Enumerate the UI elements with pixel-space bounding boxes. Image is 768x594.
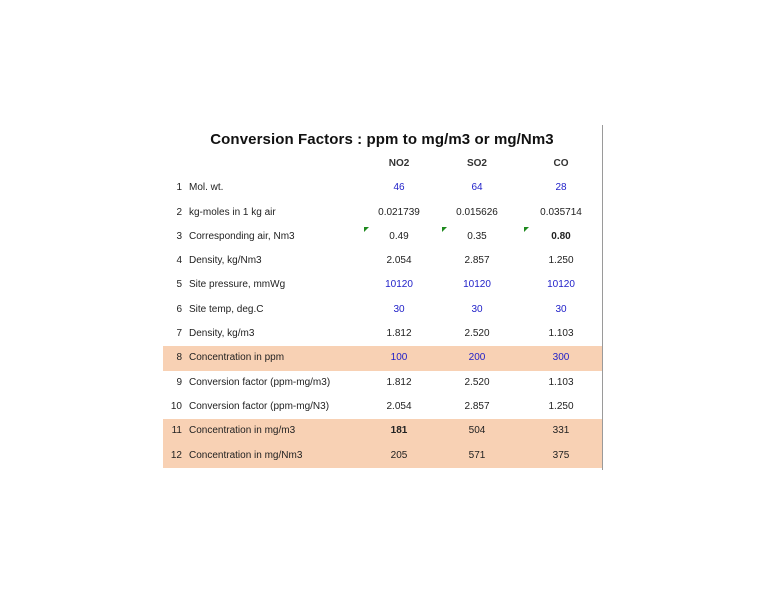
row-number: 8 [176,352,182,364]
row-label[interactable]: Site pressure, mmWg [189,279,286,291]
cell-so2[interactable]: 2.857 [464,400,490,412]
cell-so2[interactable]: 200 [468,352,486,364]
cell-no2[interactable]: 10120 [385,279,413,291]
cell-no2[interactable]: 0.49 [389,230,409,242]
row-label[interactable]: Density, kg/Nm3 [189,255,262,267]
data-table [163,152,602,468]
row-label[interactable]: Conversion factor (ppm-mg/N3) [189,400,330,412]
cell-so2[interactable]: 504 [468,425,486,437]
cell-no2[interactable]: 1.812 [386,328,412,340]
cell-co[interactable]: 0.035714 [540,206,582,218]
table-row-mol-wt [163,176,602,200]
table-row-concentration-mg-m3 [163,419,602,443]
table-row-concentration-ppm [163,346,602,370]
cell-no2[interactable]: 181 [390,425,408,437]
row-label[interactable]: Concentration in mg/Nm3 [189,449,303,461]
table-row-site-pressure [163,273,602,297]
cell-so2[interactable]: 571 [468,449,486,461]
row-number: 2 [176,206,182,218]
row-label[interactable]: Density, kg/m3 [189,328,255,340]
row-label[interactable]: Conversion factor (ppm-mg/m3) [189,376,331,388]
row-label[interactable]: Concentration in mg/m3 [189,425,296,437]
row-number: 10 [170,400,182,412]
row-number: 1 [176,182,182,194]
table-row-corresponding-air [163,225,602,249]
cell-so2[interactable]: 0.015626 [456,206,498,218]
cell-co[interactable]: 1.103 [548,328,574,340]
cell-co[interactable]: 30 [555,303,567,315]
row-number: 11 [171,425,182,437]
cell-no2[interactable]: 2.054 [386,255,412,267]
row-number: 9 [176,376,182,388]
row-number: 5 [176,279,182,291]
cell-no2[interactable]: 0.021739 [378,206,420,218]
table-row-kg-moles [163,201,602,225]
row-label[interactable]: kg-moles in 1 kg air [189,206,276,218]
column-header-co[interactable]: CO [553,158,569,169]
cell-so2[interactable]: 0.35 [467,230,487,242]
column-header-no2[interactable]: NO2 [388,158,410,169]
column-header-so2[interactable]: SO2 [466,158,487,169]
column-header-row [163,152,602,176]
cell-so2[interactable]: 30 [471,303,483,315]
table-row-density-m3 [163,322,602,346]
cell-co[interactable]: 0.80 [551,230,571,242]
table-row-density-nm3 [163,249,602,273]
row-number: 7 [176,328,182,340]
cell-so2[interactable]: 2.520 [464,328,490,340]
cell-co[interactable]: 28 [555,182,567,194]
row-number: 6 [176,303,182,315]
table-row-conversion-factor-m3 [163,371,602,395]
table-row-concentration-mg-nm3 [163,444,602,468]
spreadsheet [163,125,603,470]
row-number: 3 [176,230,182,242]
row-label[interactable]: Site temp, deg.C [189,303,264,315]
cell-co[interactable]: 331 [552,425,570,437]
cell-so2[interactable]: 2.857 [464,255,490,267]
row-number: 12 [170,449,182,461]
cell-no2[interactable]: 46 [393,182,405,194]
cell-co[interactable]: 375 [552,449,570,461]
row-label[interactable]: Corresponding air, Nm3 [189,230,295,242]
table-row-conversion-factor-n3 [163,395,602,419]
cell-so2[interactable]: 10120 [463,279,491,291]
cell-co[interactable]: 10120 [547,279,575,291]
row-number: 4 [176,255,182,267]
row-label[interactable]: Mol. wt. [189,182,224,194]
cell-co[interactable]: 1.103 [548,376,574,388]
cell-no2[interactable]: 1.812 [386,376,412,388]
sheet-title: Conversion Factors : ppm to mg/m3 or mg/Nm3 [210,131,554,148]
cell-no2[interactable]: 205 [390,449,408,461]
cell-co[interactable]: 1.250 [548,400,574,412]
row-label[interactable]: Concentration in ppm [189,352,285,364]
table-row-site-temp [163,298,602,322]
cell-no2[interactable]: 2.054 [386,400,412,412]
cell-co[interactable]: 300 [552,352,570,364]
cell-no2[interactable]: 100 [390,352,408,364]
cell-so2[interactable]: 64 [471,182,483,194]
cell-so2[interactable]: 2.520 [464,376,490,388]
cell-co[interactable]: 1.250 [548,255,574,267]
cell-no2[interactable]: 30 [393,303,405,315]
